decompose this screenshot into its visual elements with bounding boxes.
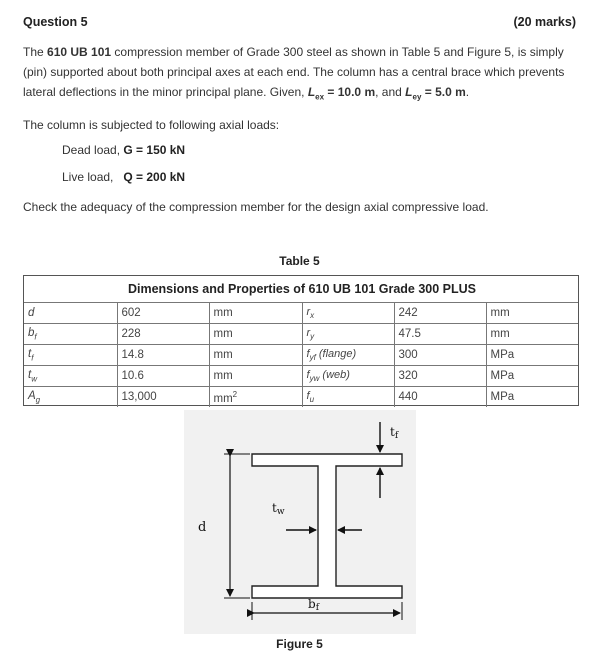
table-cell-property: $r_x$ <box>302 303 394 324</box>
intro-text: , and <box>375 85 406 99</box>
live-load-value: Q = 200 kN <box>123 170 186 184</box>
table-cell-value: 440 <box>394 387 486 408</box>
intro-text: compression member of Grade 300 steel as shown in Table 5 and Figure 5, is simply (pin) supported about both principal axes at each end. The column has a central brace which prevents lateral deflections in the minor principal plane. Given, <box>23 45 565 99</box>
table-cell-value: 47.5 <box>394 324 486 345</box>
tw-label: tw <box>272 501 285 517</box>
question-header <box>23 15 576 33</box>
table-cell-value: 14.8 <box>117 345 209 366</box>
bf-label: bf <box>308 597 320 613</box>
table-cell-property: $f_{yf}$ (flange) <box>302 345 394 366</box>
figure-panel <box>184 410 416 634</box>
ley-value: = 5.0 m <box>421 85 466 99</box>
table-cell-unit: mm <box>209 303 302 324</box>
table-cell-unit: MPa <box>486 387 578 408</box>
table-cell-value: 13,000 <box>117 387 209 408</box>
table-cell-value: 228 <box>117 324 209 345</box>
table-cell-value: 602 <box>117 303 209 324</box>
table-row <box>24 345 578 366</box>
table-row <box>24 387 578 408</box>
figure-caption: Figure 5 <box>276 637 323 651</box>
table-row <box>24 366 578 387</box>
member-designation: 610 UB 101 <box>47 45 112 59</box>
loads-intro: The column is subjected to following axial loads: <box>23 118 280 132</box>
table-cell-unit: $mm^2$ <box>209 387 302 408</box>
table-cell-property: $f_{yw}$ (web) <box>302 366 394 387</box>
table-row <box>24 324 578 345</box>
question-marks: (20 marks) <box>513 15 576 29</box>
intro-text: The <box>23 45 48 59</box>
ley-label: $L_{ey}$ <box>405 85 422 102</box>
table-cell-value: 10.6 <box>117 366 209 387</box>
table-cell-symbol: $t_w$ <box>24 366 117 387</box>
dead-load-value: G = 150 kN <box>123 143 186 157</box>
lex-value: = 10.0 m <box>324 85 376 99</box>
i-beam-diagram <box>184 410 416 634</box>
table-cell-property: $f_u$ <box>302 387 394 408</box>
table-cell-symbol: $t_f$ <box>24 345 117 366</box>
table-cell-unit: mm <box>209 324 302 345</box>
table-cell-unit: MPa <box>486 366 578 387</box>
table-cell-symbol: $b_f$ <box>24 324 117 345</box>
lex-label: $L_{ex}$ <box>307 85 325 102</box>
table-title: Dimensions and Properties of 610 UB 101 Grade 300 PLUS <box>127 282 477 296</box>
tf-label: tf <box>390 425 399 441</box>
properties-table <box>23 275 579 406</box>
intro-text: . <box>465 85 470 99</box>
table-cell-unit: MPa <box>486 345 578 366</box>
table-cell-unit: mm <box>209 345 302 366</box>
d-label: d <box>198 520 207 535</box>
task-paragraph: Check the adequacy of the compression member for the design axial compressive load. <box>23 200 489 214</box>
table-cell-unit: mm <box>486 303 578 324</box>
live-load-label: Live load, <box>62 170 124 184</box>
table-cell-symbol: d <box>24 303 117 324</box>
question-title: Question 5 <box>23 15 88 29</box>
table-caption: Table 5 <box>279 254 320 268</box>
table-cell-value: 320 <box>394 366 486 387</box>
table-cell-property: $r_y$ <box>302 324 394 345</box>
table-cell-symbol: $A_g$ <box>24 387 117 408</box>
table-row <box>24 303 578 324</box>
dead-load-label: Dead load, <box>62 143 124 157</box>
table-cell-value: 300 <box>394 345 486 366</box>
table-cell-value: 242 <box>394 303 486 324</box>
table-grid <box>24 302 578 407</box>
table-cell-unit: mm <box>486 324 578 345</box>
table-cell-unit: mm <box>209 366 302 387</box>
intro-paragraph <box>23 42 583 107</box>
